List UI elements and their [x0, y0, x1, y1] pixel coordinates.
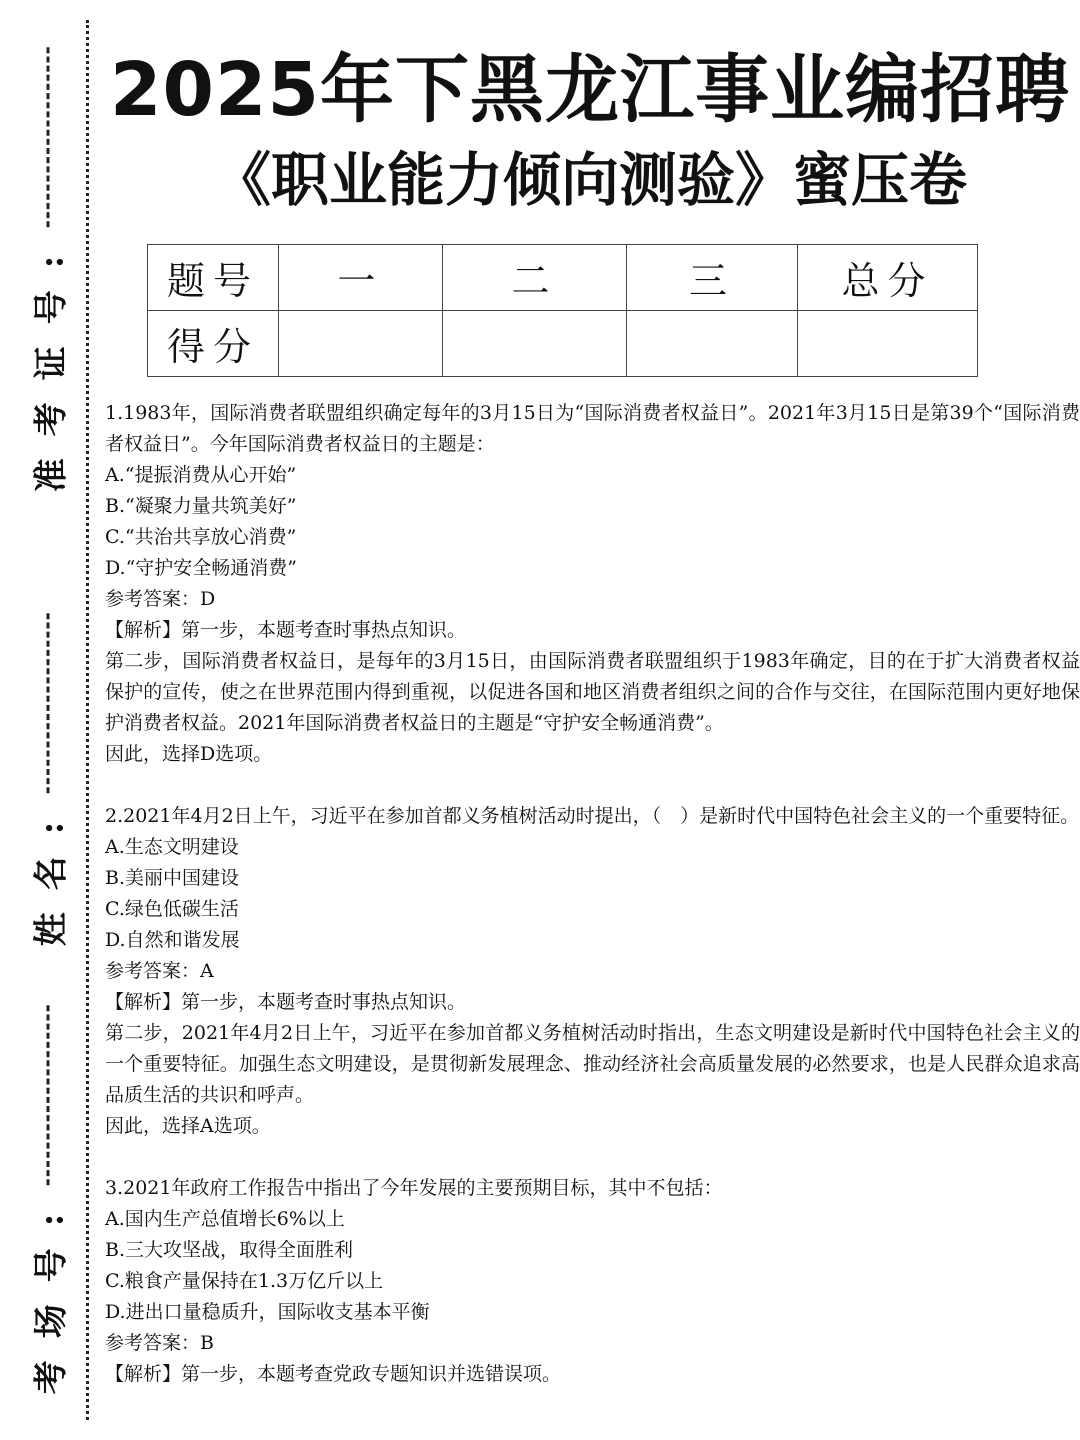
option-a: A.“提振消费从心开始”	[105, 464, 297, 486]
score-table-cell: 总分	[798, 245, 978, 311]
option-c: C.粮食产量保持在1.3万亿斤以上	[105, 1270, 384, 1292]
score-table-cell: 二	[443, 245, 627, 311]
analysis-step-1: 【解析】第一步，本题考查时事热点知识。	[105, 991, 467, 1013]
score-table-cell: 一	[279, 245, 443, 311]
exam-id-label: 准考证号:	[31, 233, 72, 493]
exam-room-label: 考场号:	[31, 1191, 72, 1395]
question-3	[105, 1173, 1080, 1390]
option-a: A.生态文明建设	[105, 836, 239, 858]
reference-answer: 参考答案：A	[105, 960, 214, 982]
question-2	[105, 801, 1080, 1142]
exam-room-field	[8, 1160, 88, 1395]
name-field	[8, 740, 88, 947]
analysis-step-2: 第二步，国际消费者权益日，是每年的3月15日，由国际消费者联盟组织于1983年确定，目的在于扩大消费者权益保护的宣传，使之在世界范围内得到重视，以促进各国和地区消费者组织之间的合作与交往，在国际范围内更好地保护消费者权益。2021年国际消费者权益日的主题是“守护安全畅通消费”。	[105, 650, 1080, 734]
binding-dotted-line	[86, 20, 89, 1420]
page-subtitle: 《职业能力倾向测验》蜜压卷	[212, 146, 967, 214]
score-table-cell: 三	[627, 245, 798, 311]
score-table-cell: 题号	[148, 245, 279, 311]
option-b: B.三大攻坚战，取得全面胜利	[105, 1239, 354, 1261]
score-table-score-row	[148, 311, 978, 377]
score-table	[147, 244, 978, 377]
analysis-conclusion: 因此，选择A选项。	[105, 1115, 271, 1137]
option-d: D.进出口量稳质升，国际收支基本平衡	[105, 1301, 430, 1323]
score-table-header-row	[148, 245, 978, 311]
score-input-cell	[279, 311, 443, 377]
reference-answer: 参考答案：D	[105, 588, 216, 610]
score-input-cell	[627, 311, 798, 377]
question-stem: 1.1983年，国际消费者联盟组织确定每年的3月15日为“国际消费者权益日”。2021年3月15日是第39个“国际消费者权益日”。今年国际消费者权益日的主题是：	[105, 402, 1080, 455]
score-table-cell: 得分	[148, 311, 279, 377]
spacer	[105, 770, 1080, 801]
page-title: 2025年下黑龙江事业编招聘	[110, 47, 1070, 133]
option-c: C.绿色低碳生活	[105, 898, 239, 920]
name-label: 姓名:	[31, 799, 72, 947]
question-list	[105, 398, 1080, 1390]
exam-id-field	[8, 230, 88, 493]
option-c: C.“共治共享放心消费”	[105, 526, 297, 548]
score-input-cell	[443, 311, 627, 377]
analysis-step-1: 【解析】第一步，本题考查党政专题知识并选错误项。	[105, 1363, 562, 1385]
spacer	[105, 1142, 1080, 1173]
option-b: B.“凝聚力量共筑美好”	[105, 495, 297, 517]
question-stem: 3.2021年政府工作报告中指出了今年发展的主要预期目标，其中不包括：	[105, 1177, 723, 1199]
question-stem: 2.2021年4月2日上午，习近平在参加首都义务植树活动时提出，（ ）是新时代中国特色社会主义的一个重要特征。	[105, 805, 1080, 827]
option-a: A.国内生产总值增长6%以上	[105, 1208, 345, 1230]
option-d: D.自然和谐发展	[105, 929, 240, 951]
analysis-step-1: 【解析】第一步，本题考查时事热点知识。	[105, 619, 467, 641]
exam-id-blank	[47, 48, 50, 228]
reference-answer: 参考答案：B	[105, 1332, 214, 1354]
analysis-conclusion: 因此，选择D选项。	[105, 743, 273, 765]
name-blank	[47, 614, 50, 794]
binding-margin	[0, 0, 95, 1440]
score-input-cell	[798, 311, 978, 377]
option-b: B.美丽中国建设	[105, 867, 240, 889]
option-d: D.“守护安全畅通消费”	[105, 557, 298, 579]
exam-room-blank	[47, 1006, 50, 1186]
analysis-step-2: 第二步，2021年4月2日上午，习近平在参加首都义务植树活动时指出，生态文明建设是新时代中国特色社会主义的一个重要特征。加强生态文明建设，是贯彻新发展理念、推动经济社会高质量发展的必然要求，也是人民群众追求高品质生活的共识和呼声。	[105, 1022, 1080, 1106]
question-1	[105, 398, 1080, 770]
